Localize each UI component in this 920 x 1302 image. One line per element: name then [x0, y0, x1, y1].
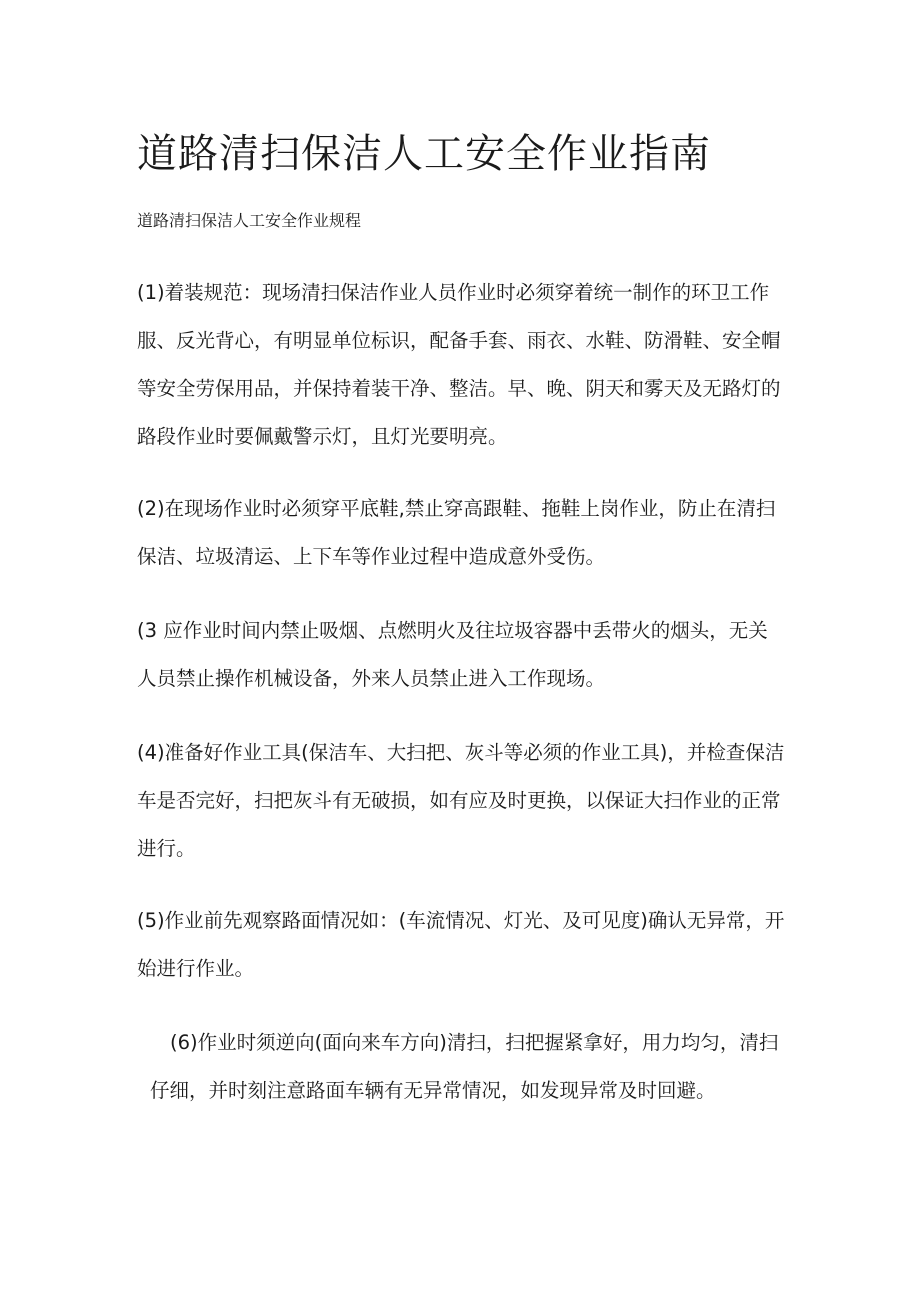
paragraph-dress-code: (1)着装规范：现场清扫保洁作业人员作业时必须穿着统一制作的环卫工作服、反光背心，有明显单位标识，配备手套、雨衣、水鞋、防滑鞋、安全帽等安全劳保用品，并保持着装干净、整洁。早、晚、阴天和雾天及无路灯的路段作业时要佩戴警示灯，且灯光要明亮。 [137, 281, 781, 448]
document-subtitle: 道路清扫保洁人工安全作业规程 [137, 211, 362, 230]
paragraph-footwear: (2)在现场作业时必须穿平底鞋,禁止穿高跟鞋、拖鞋上岗作业，防止在清扫保洁、垃圾清运、上下车等作业过程中造成意外受伤。 [137, 497, 776, 568]
paragraph-sweeping-direction: (6)作业时须逆向(面向来车方向)清扫，扫把握紧拿好，用力均匀，清扫仔细，并时刻注意路面车辆有无异常情况，如发现异常及时回避。 [150, 1031, 779, 1102]
paragraph-no-smoking: (3 应作业时间内禁止吸烟、点燃明火及往垃圾容器中丢带火的烟头，无关人员禁止操作机械设备，外来人员禁止进入工作现场。 [137, 619, 768, 690]
document-title: 道路清扫保洁人工安全作业指南 [137, 131, 711, 177]
paragraph-tools: (4)准备好作业工具(保洁车、大扫把、灰斗等必须的作业工具)，并检查保洁车是否完好，扫把灰斗有无破损，如有应及时更换，以保证大扫作业的正常进行。 [137, 741, 785, 860]
paragraph-observe-road: (5)作业前先观察路面情况如：(车流情况、灯光、及可见度)确认无异常，开始进行作业。 [137, 909, 785, 980]
